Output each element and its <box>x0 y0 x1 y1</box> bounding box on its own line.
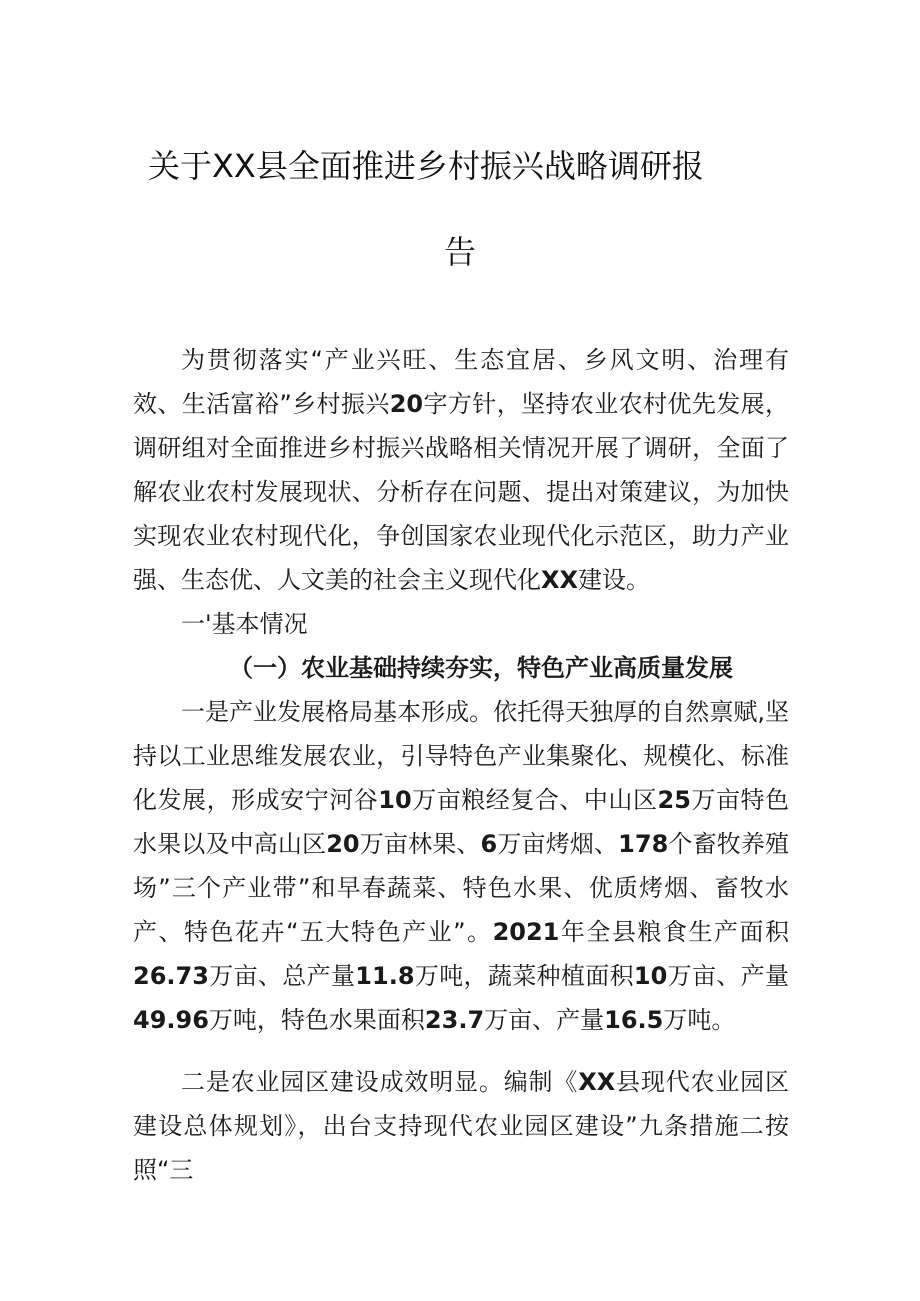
document-title-line2: 告 <box>443 233 476 271</box>
document-body <box>133 338 789 1192</box>
paragraph-industry-layout: 一是产业发展格局基本形成。依托得天独厚的自然禀赋,坚持以工业思维发展农业，引导特色产业集聚化、规模化、标准化发展，形成安宁河谷10万亩粮经复合、中山区25万亩特色水果以及中高山区20万亩林果、6万亩烤烟、178个畜牧养殖场”三个产业带”和早春蔬菜、特色水果、优质烤烟、畜牧水产、特色花卉“五大特色产业”。2021年全县粮食生产面积26.73万亩、总产量11.8万吨，蔬菜种植面积10万亩、产量49.96万吨，特色水果面积23.7万亩、产量16.5万吨。 <box>133 698 790 1034</box>
intro-paragraph: 为贯彻落实“产业兴旺、生态宜居、乡风文明、治理有效、生活富裕”乡村振兴20字方针，坚持农业农村优先发展，调研组对全面推进乡村振兴战略相关情况开展了调研，全面了解农业农村发展现状、分析存在问题、提出对策建议，为加快实现农业农村现代化，争创国家农业现代化示范区，助力产业强、生态优、人文美的社会主义现代化XX建设。 <box>133 346 789 594</box>
document-title-line1: 关于XX县全面推进乡村振兴战略调研报 <box>148 147 704 185</box>
paragraph-agri-parks: 二是农业园区建设成效明显。编制《XX县现代农业园区建设总体规划》，出台支持现代农业园区建设”九条措施二按照“三 <box>133 1068 790 1184</box>
subsection-heading-agriculture: （一）农业基础持续夯实，特色产业高质量发展 <box>229 654 733 682</box>
section-heading-basic-situation: 一'基本情况 <box>181 610 308 638</box>
